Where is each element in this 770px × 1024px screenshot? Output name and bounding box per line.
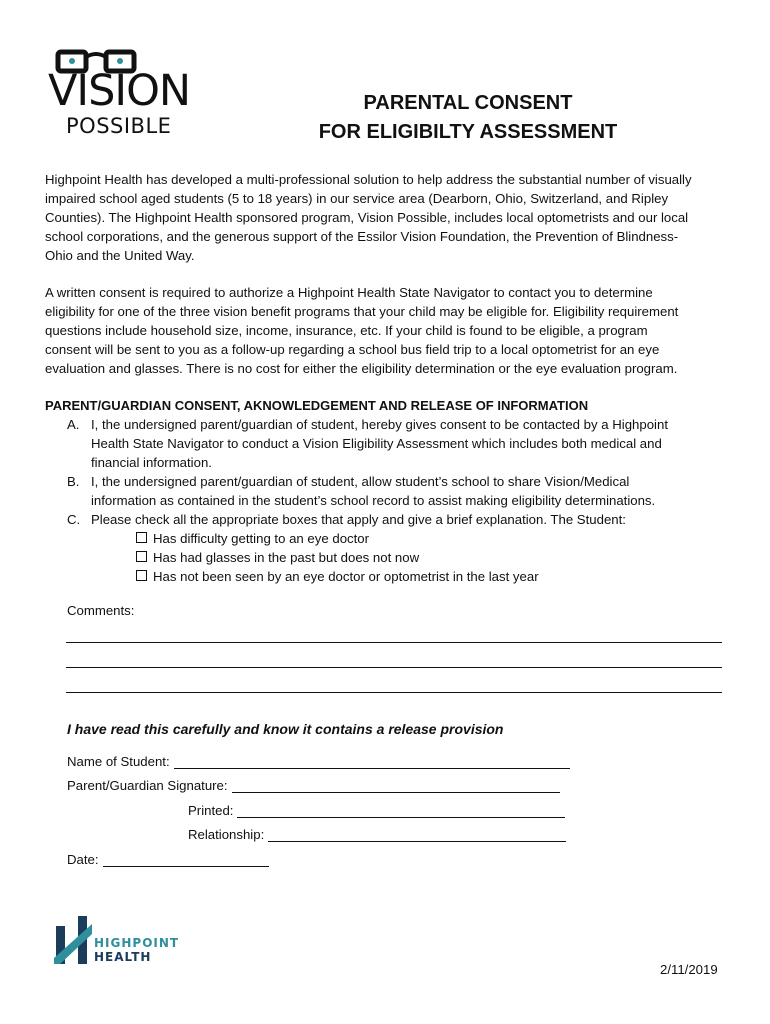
comments-line[interactable] [66,692,722,693]
intro-line: Counties). The Highpoint Health sponsored program, Vision Possible, includes local optometrists and our local [45,210,689,225]
highpoint-text [94,936,179,964]
field-line[interactable] [237,805,565,818]
signature-field[interactable] [67,778,560,793]
section-heading: PARENT/GUARDIAN CONSENT, AKNOWLEDGEMENT AND RELEASE OF INFORMATION [45,398,589,413]
consent-paragraph [45,283,735,378]
item-letter: A. [67,417,80,432]
intro-line: Ohio and the United Way. [45,248,195,263]
student-name-field[interactable] [67,754,570,769]
consent-item-c [67,510,732,529]
page-title-line1: PARENTAL CONSENT [363,92,573,114]
field-line[interactable] [174,756,570,769]
intro-line: school corporations, and the generous support of the Essilor Vision Foundation, the Prevention of Blindness- [45,229,679,244]
checkbox-label: Has not been seen by an eye doctor or optometrist in the last year [153,569,539,584]
form-date: 2/11/2019 [660,962,718,977]
comments-line[interactable] [66,667,722,668]
consent-line: eligibility for one of the three vision benefit programs that your child may be eligible for. Eligibility requirement [45,304,679,319]
item-letter: C. [67,512,81,527]
checkbox-label: Has had glasses in the past but does not now [153,550,420,565]
checkbox-row-past-glasses[interactable] [136,548,419,567]
item-line: information as contained in the student’s school record to assist making eligibility determinations. [91,493,656,508]
logo-possible-text: POSSIBLE [66,114,172,138]
release-statement: I have read this carefully and know it contains a release provision [67,721,504,737]
consent-line: questions include household size, income, insurance, etc. If your child is found to be eligible, a program [45,323,648,338]
relationship-field[interactable] [188,827,566,842]
logo-vision-text: VISION [48,66,191,116]
checkbox[interactable] [136,570,147,581]
field-label: Parent/Guardian Signature: [67,778,228,793]
field-label: Date: [67,852,99,867]
printed-field[interactable] [188,803,565,818]
consent-line: evaluation and glasses. There is no cost for either the eligibility determination or the eye evaluation program. [45,361,678,376]
intro-line: Highpoint Health has developed a multi-professional solution to help address the substantial number of visually [45,172,692,187]
item-line: Health State Navigator to conduct a Vision Eligibility Assessment which includes both medical and [91,436,662,451]
field-line[interactable] [232,780,560,793]
highpoint-line2: HEALTH [94,950,152,964]
field-label: Printed: [188,803,234,818]
checkbox[interactable] [136,532,147,543]
consent-line: consent will be sent to you as a follow-up regarding a school bus field trip to a local optometrist for an eye [45,342,660,357]
highpoint-h-icon [54,914,94,966]
comments-label: Comments: [67,603,135,618]
checkbox-row-not-seen[interactable] [136,567,539,586]
checkbox-row-difficulty[interactable] [136,529,369,548]
consent-item-b [67,472,732,510]
page-title-line2: FOR ELIGIBILTY ASSESSMENT [318,121,618,143]
intro-line: impaired school aged students (5 to 18 years) in our service area (Dearborn, Ohio, Switzerland, and Ripley [45,191,669,206]
checkbox[interactable] [136,551,147,562]
date-field[interactable] [67,852,269,867]
item-line: Please check all the appropriate boxes that apply and give a brief explanation. The Student: [91,512,626,527]
comments-line[interactable] [66,642,722,643]
intro-paragraph [45,170,735,265]
field-line[interactable] [103,854,269,867]
highpoint-line1: HIGHPOINT [94,936,180,950]
item-letter: B. [67,474,80,489]
item-line: financial information. [91,455,212,470]
item-line: I, the undersigned parent/guardian of student, hereby gives consent to be contacted by a Highpoint [91,417,668,432]
highpoint-health-logo [54,914,184,966]
consent-item-a [67,415,732,472]
field-label: Name of Student: [67,754,170,769]
consent-line: A written consent is required to authorize a Highpoint Health State Navigator to contact you to determine [45,285,653,300]
field-label: Relationship: [188,827,265,842]
item-line: I, the undersigned parent/guardian of student, allow student’s school to share Vision/Medical [91,474,630,489]
field-line[interactable] [268,829,566,842]
checkbox-label: Has difficulty getting to an eye doctor [153,531,370,546]
